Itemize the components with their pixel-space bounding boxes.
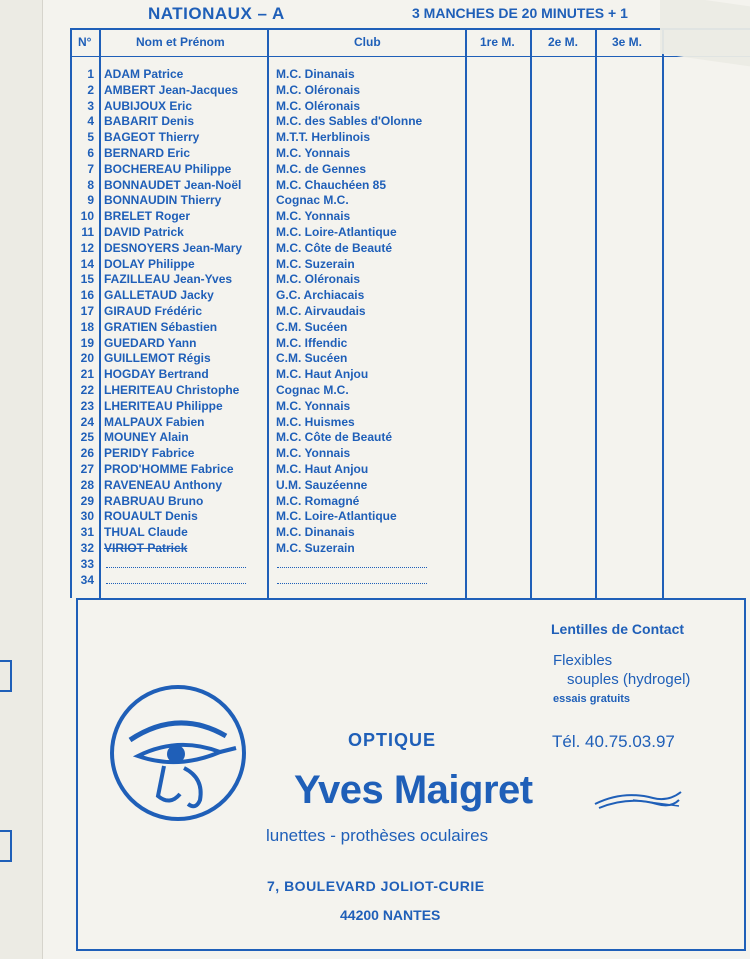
rider-name: PERIDY Fabrice	[104, 446, 195, 461]
rider-club: M.T.T. Herblinois	[276, 130, 371, 145]
rider-name: DAVID Patrick	[104, 225, 184, 239]
rider-name: VIRIOT Patrick	[104, 541, 188, 555]
margin-mark	[0, 830, 12, 862]
rider-name: THUAL Claude	[104, 525, 188, 540]
table-row	[72, 225, 750, 241]
ad-lentilles-title: Lentilles de Contact	[551, 621, 685, 637]
table-row	[72, 446, 750, 462]
table-row	[72, 320, 750, 336]
table-row	[72, 178, 750, 194]
ad-brand-name: Yves Maigret	[294, 768, 533, 812]
rider-club: C.M. Sucéen	[276, 351, 348, 366]
rider-name: ADAM Patrice	[104, 67, 184, 81]
entry-number: 6	[87, 146, 94, 160]
rider-club: G.C. Archiacais	[276, 288, 365, 303]
rider-club: Cognac M.C.	[276, 193, 349, 208]
rider-club: M.C. Iffendic	[276, 335, 348, 350]
rider-name: BONNAUDET Jean-Noël	[104, 177, 242, 192]
entry-number: 3	[87, 98, 94, 113]
table-row	[72, 462, 750, 478]
rider-club: M.C. Yonnais	[276, 446, 351, 461]
entry-number: 2	[87, 82, 94, 97]
rider-name: GALLETAUD Jacky	[104, 288, 214, 303]
entry-number: 33	[80, 556, 94, 571]
table-row	[72, 478, 750, 494]
table-row	[72, 430, 750, 446]
ad-essais: essais gratuits	[553, 693, 631, 705]
rider-club: M.C. Dinanais	[276, 67, 355, 81]
rider-club: M.C. Haut Anjou	[276, 367, 369, 382]
entry-number: 26	[80, 446, 94, 461]
table-row	[72, 288, 750, 304]
table-row	[72, 83, 750, 99]
entry-number: 12	[80, 240, 94, 255]
entry-table	[70, 28, 750, 598]
col-header-club: Club	[354, 35, 381, 49]
table-row	[72, 557, 750, 573]
table-row	[72, 399, 750, 415]
rider-name: LHERITEAU Philippe	[104, 398, 223, 413]
rider-name: BOCHEREAU Philippe	[104, 161, 232, 176]
col-header-m2: 2e M.	[548, 35, 579, 49]
series-title: NATIONAUX – A	[148, 4, 285, 23]
rider-club: M.C. Suzerain	[276, 256, 355, 271]
rider-name: DESNOYERS Jean-Mary	[104, 240, 243, 255]
page-fold	[42, 0, 43, 959]
rider-name: ROUAULT Denis	[104, 509, 198, 524]
blank-name-line	[106, 573, 246, 584]
table-row	[72, 367, 750, 383]
entry-number: 25	[80, 430, 94, 445]
ad-optique: OPTIQUE	[348, 730, 437, 750]
entry-number: 31	[80, 525, 94, 540]
col-header-m3: 3e M.	[612, 35, 643, 49]
rider-name: MALPAUX Fabien	[104, 414, 205, 429]
blank-name-line	[106, 557, 246, 568]
table-row	[72, 146, 750, 162]
table-row	[72, 67, 750, 83]
rider-name: MOUNEY Alain	[104, 430, 189, 445]
rider-club: M.C. Suzerain	[276, 541, 355, 555]
rider-club: M.C. de Gennes	[276, 161, 367, 176]
rider-name: LHERITEAU Christophe	[104, 383, 240, 397]
table-header	[72, 30, 750, 57]
entry-number: 27	[80, 462, 94, 476]
eye-of-horus-icon	[108, 678, 248, 828]
table-row	[72, 304, 750, 320]
entry-number: 32	[80, 541, 94, 555]
rider-club: M.C. Yonnais	[276, 398, 351, 413]
ad-address: 7, BOULEVARD JOLIOT-CURIE	[267, 878, 485, 894]
entry-number: 17	[80, 304, 94, 318]
table-row	[72, 351, 750, 367]
entry-number: 7	[87, 161, 94, 176]
entry-number: 9	[87, 193, 94, 208]
entry-number: 29	[80, 493, 94, 508]
page-gutter	[0, 0, 42, 959]
rider-club: M.C. Chauchéen 85	[276, 177, 387, 192]
col-header-num: N°	[78, 35, 92, 49]
rider-club: M.C. Haut Anjou	[276, 462, 369, 476]
entry-number: 11	[81, 225, 94, 239]
entry-number: 24	[80, 414, 94, 429]
table-row	[72, 541, 750, 557]
rider-name: DOLAY Philippe	[104, 256, 195, 271]
rider-name: PROD'HOMME Fabrice	[104, 462, 234, 476]
table-row	[72, 193, 750, 209]
rider-club: M.C. des Sables d'Olonne	[276, 114, 423, 129]
entry-number: 1	[87, 67, 94, 81]
table-row	[72, 241, 750, 257]
col-header-m1: 1re M.	[480, 35, 515, 49]
margin-mark	[0, 660, 12, 692]
race-format: 3 MANCHES DE 20 MINUTES + 1	[412, 5, 628, 21]
rider-club: M.C. Oléronais	[276, 82, 361, 97]
entry-number: 15	[80, 272, 94, 287]
rider-name: AMBERT Jean-Jacques	[104, 82, 239, 97]
table-row	[72, 336, 750, 352]
rider-club: C.M. Sucéen	[276, 319, 348, 334]
entry-number: 19	[80, 335, 94, 350]
table-row	[72, 130, 750, 146]
rider-name: GUILLEMOT Régis	[104, 351, 211, 366]
table-row	[72, 525, 750, 541]
optician-advertisement	[76, 598, 746, 951]
entry-number: 22	[80, 383, 94, 397]
entry-number: 4	[87, 114, 94, 129]
rider-name: HOGDAY Bertrand	[104, 367, 209, 382]
table-row	[72, 257, 750, 273]
table-row	[72, 494, 750, 510]
rider-club: M.C. Oléronais	[276, 98, 361, 113]
flourish-ornament-icon	[593, 786, 683, 816]
table-row	[72, 509, 750, 525]
table-row	[72, 415, 750, 431]
blank-club-line	[277, 557, 427, 568]
table-row	[72, 99, 750, 115]
rider-name: RABRUAU Bruno	[104, 493, 204, 508]
ad-subtitle: lunettes - prothèses oculaires	[266, 826, 489, 845]
entry-number: 23	[80, 398, 94, 413]
entry-number: 30	[80, 509, 94, 524]
entry-number: 10	[80, 209, 94, 224]
rider-name: BONNAUDIN Thierry	[104, 193, 222, 208]
table-row	[72, 573, 750, 589]
rider-club: U.M. Sauzéenne	[276, 477, 368, 492]
entry-number: 28	[80, 477, 94, 492]
rider-club: M.C. Loire-Atlantique	[276, 225, 397, 239]
blank-club-line	[277, 573, 427, 584]
col-header-name: Nom et Prénom	[136, 35, 225, 49]
rider-club: M.C. Côte de Beauté	[276, 430, 393, 445]
rider-name: FAZILLEAU Jean-Yves	[104, 272, 233, 287]
rider-name: BAGEOT Thierry	[104, 130, 200, 145]
rider-name: AUBIJOUX Eric	[104, 98, 193, 113]
rider-name: GUEDARD Yann	[104, 335, 197, 350]
rider-club: M.C. Yonnais	[276, 209, 351, 224]
rider-club: M.C. Loire-Atlantique	[276, 509, 397, 524]
ad-phone: Tél. 40.75.03.97	[552, 732, 675, 751]
rider-club: M.C. Oléronais	[276, 272, 361, 287]
rider-name: BRELET Roger	[104, 209, 191, 224]
table-row	[72, 114, 750, 130]
ad-lens-types	[553, 651, 690, 689]
ad-flex-line2: souples (hydrogel)	[567, 671, 691, 688]
table-row	[72, 162, 750, 178]
table-row	[72, 272, 750, 288]
table-row	[72, 209, 750, 225]
sheet-header	[70, 0, 750, 28]
rider-club: M.C. Côte de Beauté	[276, 240, 393, 255]
entry-number: 34	[80, 572, 94, 587]
rider-club: Cognac M.C.	[276, 383, 349, 397]
rider-club: M.C. Dinanais	[276, 525, 355, 540]
ad-city: 44200 NANTES	[340, 907, 441, 923]
entry-number: 20	[80, 351, 94, 366]
entry-number: 21	[80, 367, 94, 382]
rider-name: BABARIT Denis	[104, 114, 195, 129]
rider-club: M.C. Yonnais	[276, 146, 351, 160]
rider-name: GIRAUD Frédéric	[104, 304, 203, 318]
entry-number: 5	[87, 130, 94, 145]
rider-club: M.C. Airvaudais	[276, 304, 366, 318]
entry-number: 14	[80, 256, 94, 271]
rider-name: RAVENEAU Anthony	[104, 477, 222, 492]
rider-name: GRATIEN Sébastien	[104, 319, 218, 334]
rider-club: M.C. Huismes	[276, 414, 355, 429]
entry-number: 18	[80, 319, 94, 334]
ad-flex-line1: Flexibles	[553, 652, 613, 669]
entry-number: 16	[80, 288, 94, 303]
rider-name: BERNARD Eric	[104, 146, 191, 160]
rider-club: M.C. Romagné	[276, 493, 360, 508]
entry-number: 8	[87, 177, 94, 192]
table-row	[72, 383, 750, 399]
